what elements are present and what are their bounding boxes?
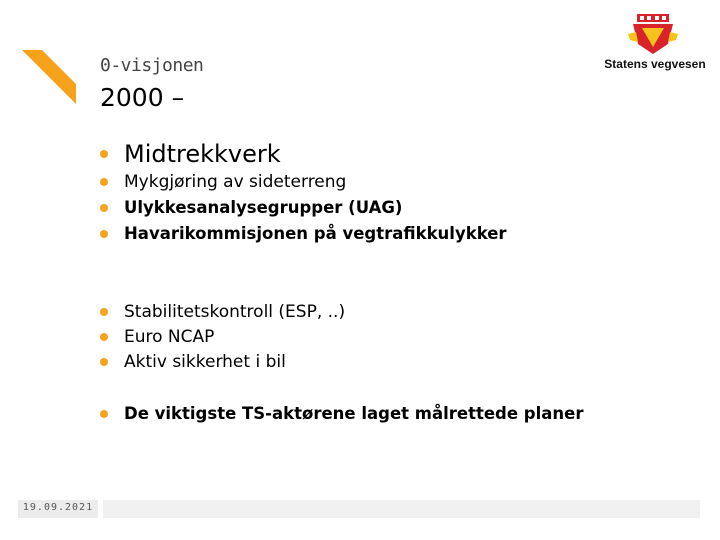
- bullet-dot: [100, 308, 108, 316]
- slide-subtitle: 0-visjonen: [100, 55, 204, 76]
- bullet-text: Havarikommisjonen på vegtrafikkulykker: [124, 224, 507, 243]
- bullet-item: [100, 172, 346, 192]
- statens-vegvesen-logo: [600, 14, 710, 76]
- bullet-text: Euro NCAP: [124, 327, 215, 347]
- bullet-item: [100, 224, 507, 243]
- bullet-text: Stabilitetskontroll (ESP, ..): [124, 302, 346, 322]
- logo-wordmark: Statens vegvesen: [604, 57, 706, 71]
- accent-stripe: [22, 50, 76, 104]
- bullet-dot: [100, 178, 108, 186]
- bullet-text: Mykgjøring av sideterreng: [124, 172, 347, 192]
- bullet-item: [100, 404, 583, 423]
- bullet-item: [100, 352, 286, 372]
- bullet-item: [100, 140, 281, 168]
- footer-date: 19.09.2021: [22, 502, 94, 513]
- bullet-dot: [100, 150, 108, 158]
- statens-vegvesen-emblem-icon: [628, 14, 678, 56]
- bullet-dot: [100, 410, 108, 418]
- footer-bar: [103, 500, 700, 518]
- bullet-text: De viktigste TS-aktørene laget målrettede planer: [124, 404, 584, 423]
- bullet-item: [100, 302, 345, 322]
- footer-date-box: [18, 500, 98, 518]
- bullet-dot: [100, 204, 108, 212]
- bullet-item: [100, 327, 214, 347]
- bullet-text: Midtrekkverk: [124, 140, 281, 168]
- bullet-dot: [100, 333, 108, 341]
- bullet-item: [100, 198, 402, 217]
- bullet-dot: [100, 358, 108, 366]
- bullet-dot: [100, 230, 108, 238]
- bullet-text: Aktiv sikkerhet i bil: [124, 352, 286, 372]
- bullet-text: Ulykkesanalysegrupper (UAG): [124, 198, 403, 217]
- slide-title: 2000 –: [100, 83, 185, 112]
